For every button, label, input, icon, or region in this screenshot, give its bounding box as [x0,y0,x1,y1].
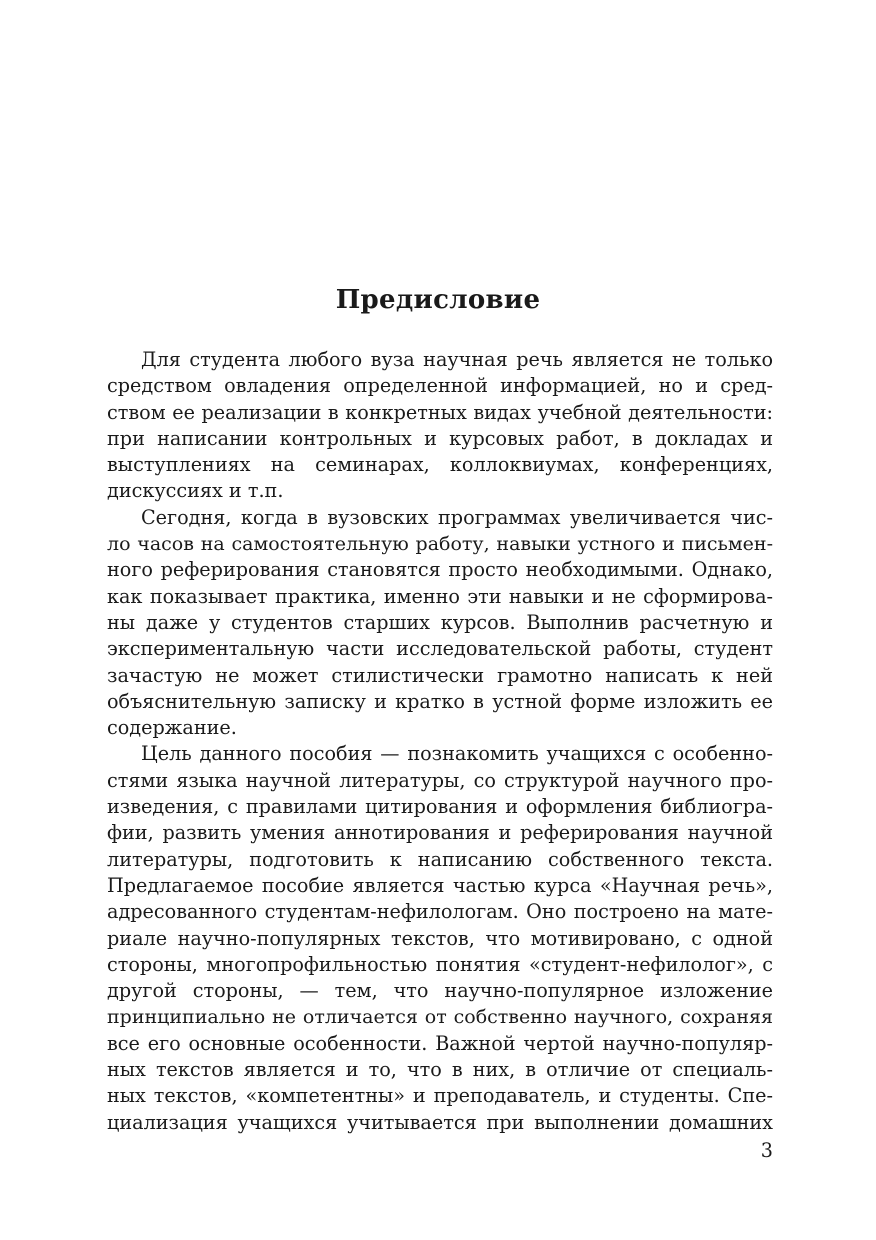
text-line: адресованного студентам-нефилологам. Оно построено на мате- [107,900,773,924]
text-line: стями языка научной литературы, со структурой научного про- [107,768,773,792]
text-line: Цель данного пособия — познакомить учащихся с особенно- [141,742,773,766]
text-line: принципиально не отличается от собственно научного, сохраняя [107,1006,773,1029]
text-line: Предлагаемое пособие является частью курса «Научная речь», [107,873,773,897]
text-line: ных текстов, «компетентны» и преподаватель, и студенты. Спе- [107,1084,773,1108]
text-line: риале научно-популярных текстов, что мотивировано, с одной [107,926,773,950]
text-line: ны даже у студентов старших курсов. Выполнив расчетную и [107,610,773,634]
text-line: дискуссиях и т.п. [107,479,284,503]
page-number: 3 [760,1139,773,1162]
text-line: выступлениях на семинарах, коллоквиумах, конференциях, [107,453,773,477]
text-line: зачастую не может стилистически грамотно написать к ней [107,663,773,687]
text-line: циализация учащихся учитывается при выполнении домашних [107,1110,773,1134]
text-line: фии, развить умения аннотирования и реферирования научной [107,821,773,845]
text-line: ло часов на самостоятельную работу, навыки устного и письмен- [107,533,773,556]
text-line: ного реферирования становятся просто необходимыми. Однако, [107,558,773,582]
body-text [107,347,773,1136]
text-line: средством овладения определенной информацией, но и сред- [107,374,773,398]
text-line: содержание. [107,716,237,740]
paragraph-2 [107,505,773,742]
text-line: ством ее реализации в конкретных видах учебной деятельности: [107,400,773,424]
page-title: Предисловие [335,285,541,315]
text-line: другой стороны, — тем, что научно-популярное изложение [107,979,773,1003]
text-line: ных текстов является и то, что в них, в отличие от специаль- [107,1058,773,1082]
text-line: Для студента любого вуза научная речь является не только [141,348,773,371]
text-line: литературы, подготовить к написанию собственного текста. [107,847,773,871]
text-line: при написании контрольных и курсовых работ, в докладах и [107,426,773,450]
text-line: стороны, многопрофильностью понятия «студент-нефилолог», с [107,952,773,976]
text-line: все его основные особенности. Важной чертой научно-популяр- [107,1031,773,1055]
text-line: экспериментальную части исследовательской работы, студент [107,637,773,661]
text-line: изведения, с правилами цитирования и оформления библиогра- [107,795,773,819]
text-line: объяснительную записку и кратко в устной форме изложить ее [107,689,773,713]
text-line: как показывает практика, именно эти навыки и не сформирова- [107,584,773,608]
paragraph-3 [107,741,773,1135]
paragraph-1 [107,347,773,505]
text-line: Сегодня, когда в вузовских программах увеличивается чис- [141,505,773,529]
